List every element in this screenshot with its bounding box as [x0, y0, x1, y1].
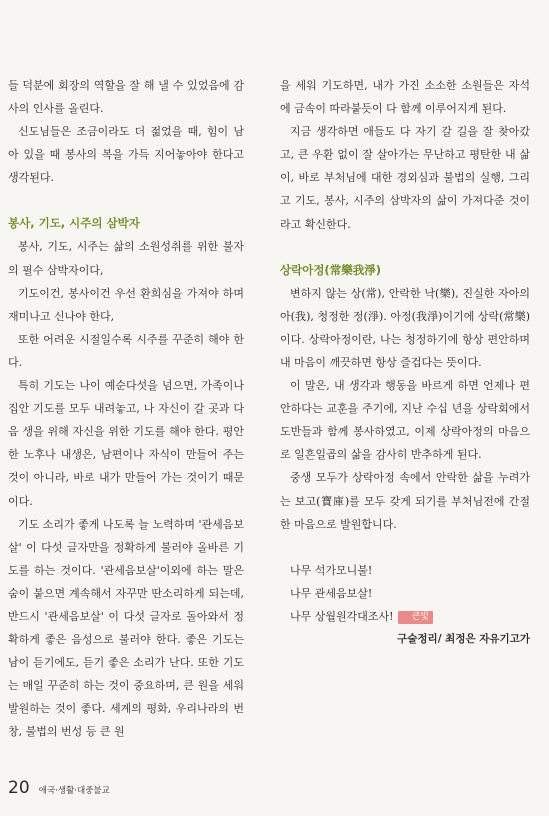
prayer-text: 나무 상월원각대조사! — [290, 609, 394, 623]
paragraph: 또한 어려운 시절일수록 시주를 꾸준히 해야 한다. — [8, 332, 244, 369]
keunbit-badge: 큰빛 — [398, 611, 433, 624]
left-column — [8, 74, 244, 744]
paragraph: 특히 기도는 나이 예순다섯을 넘으면, 가족이나 집안 기도를 모두 내려놓고, 나 자신이 갈 곳과 다음 생을 위해 자신을 위한 기도를 해야 한다. 평안한 노후나 내생은, 남편이나 자식이 만들어 주는 것이 아니라, 바로 내가 만들어 가는 것이기 때문이다. — [8, 379, 244, 508]
publication-name: 애국·생활·대중불교 — [38, 786, 110, 796]
page-footer — [8, 778, 110, 798]
prayer-line — [280, 605, 530, 628]
paragraph: 이 말은, 내 생각과 행동을 바르게 하면 언제나 편안하다는 교훈을 주기에, 지난 수십 년을 상락회에서 도반들과 함께 봉사하였고, 이제 상락아정의 마음으로 일흔일곱의 삶을 감사히 반추하게 된다. — [280, 379, 530, 462]
paragraph: 을 세워 기도하면, 내가 가진 소소한 소원들은 자석에 금속이 따라붙듯이 다 함께 이루어지게 된다. — [280, 79, 530, 116]
paragraph: 중생 모두가 상락아정 속에서 안락한 삶을 누려가는 보고(寶庫)를 모두 갖게 되기를 부처님전에 간절한 마음으로 발원합니다. — [280, 471, 530, 531]
section-heading: 상락아정(常樂我淨) — [280, 262, 381, 277]
paragraph: 봉사, 기도, 시주는 삶의 소원성취를 위한 불자의 필수 삼박자이다, — [8, 240, 244, 277]
paragraph: 신도님들은 조금이라도 더 젊었을 때, 힘이 남아 있을 때 봉사의 복을 가득 지어놓아야 한다고 생각된다. — [8, 125, 244, 185]
byline: 구술정리/ 최정은 자유기고가 — [397, 632, 530, 645]
paragraph: 지금 생각하면 애들도 다 자기 갈 길을 잘 찾아갔고, 큰 우환 없이 잘 살아가는 무난하고 평탄한 내 삶이, 바로 부처님에 대한 경외심과 불법의 실행, 그리고 기도, 봉사, 시주의 삼박자의 삶이 가져다준 것이라고 확신한다. — [280, 125, 530, 231]
prayer-line: 나무 관세음보살! — [290, 586, 373, 600]
prayer-line: 나무 석가모니불! — [290, 563, 373, 577]
paragraph: 기도 소리가 좋게 나도록 늘 노력하며 '관세음보살' 이 다섯 글자만을 정확하게 불러야 올바른 기도를 하는 것이다. '관세음보살'이외에 하는 말은 숨이 붙으면 계속해서 자꾸만 딴소리하게 되는데, 반드시 '관세음보살' 이 다섯 글자로 돌아와서 정확하게 좋은 음성으로 불러야 한다. 좋은 기도는 남이 듣기에도, 듣기 좋은 소리가 난다. 또한 기도는 매일 꾸준히 하는 것이 중요하며, 큰 원을 세워 발원하는 것이 좋다. 세계의 평화, 우리나라의 번창, 불법의 번성 등 큰 원 — [8, 517, 244, 739]
section-heading: 봉사, 기도, 시주의 삼박자 — [8, 216, 140, 231]
paragraph: 들 덕분에 회장의 역할을 잘 해 낼 수 있었음에 감사의 인사를 올린다. — [8, 79, 244, 116]
paragraph: 기도이건, 봉사이건 우선 환희심을 가져야 하며 재미나고 신나야 한다, — [8, 286, 244, 323]
right-column — [280, 74, 530, 651]
page-number: 20 — [8, 778, 30, 798]
paragraph: 변하지 않는 상(常), 안락한 낙(樂), 진실한 자아의 아(我), 청정한 정(淨). 아정(我淨)이기에 상락(常樂)이다. 상락아정이란, 나는 청정하기에 항상 편안하며 내 마음이 깨끗하면 항상 즐겁다는 뜻이다. — [280, 286, 530, 369]
